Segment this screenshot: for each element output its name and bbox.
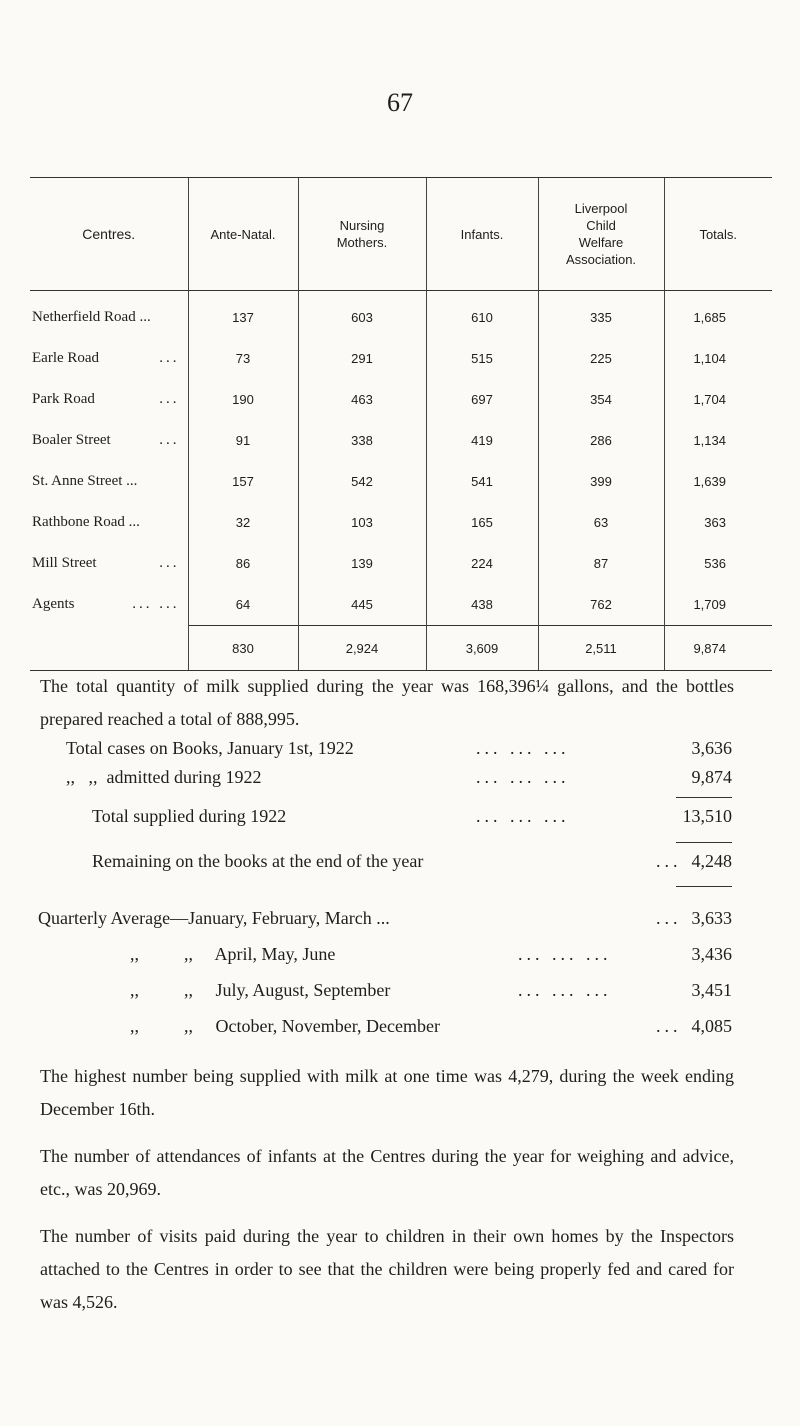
sum-rule-2	[676, 842, 732, 843]
quarterly-averages	[38, 908, 732, 1052]
total-nursing: 2,924	[298, 626, 426, 671]
table-row	[30, 379, 772, 420]
page-number: 67	[387, 88, 413, 117]
header-totals: Totals.	[664, 178, 772, 291]
milk-quantity-paragraph: The total quantity of milk supplied during the year was 168,396¼ gallons, and the bottles prepared reached a total of 888,995.	[40, 676, 734, 729]
cell-infants: 224	[426, 543, 538, 584]
quarterly-value: 3,451	[691, 980, 732, 1000]
total-cases-line: Total cases on Books, January 1st, 1922 ... ... ... 3,636	[66, 738, 732, 758]
quarterly-value: 3,633	[691, 908, 732, 928]
centre-name: St. Anne Street ...	[32, 473, 138, 489]
centre-name: Earle Road ...	[32, 350, 180, 366]
table-row	[30, 461, 772, 502]
centre-name: Netherfield Road ...	[32, 309, 151, 325]
cell-nursing: 542	[298, 461, 426, 502]
total-grand: 9,874	[664, 626, 772, 671]
sum-rule-1	[676, 797, 732, 798]
cell-lcwa: 399	[538, 461, 664, 502]
cell-nursing: 445	[298, 584, 426, 626]
header-ante-natal: Ante-Natal.	[188, 178, 298, 291]
cell-ante: 32	[188, 502, 298, 543]
cell-total: 1,134	[664, 420, 772, 461]
cell-lcwa: 286	[538, 420, 664, 461]
cell-nursing: 463	[298, 379, 426, 420]
cell-infants: 541	[426, 461, 538, 502]
header-lcwa: Liverpool Child Welfare Association.	[538, 178, 664, 291]
cell-total: 1,685	[664, 291, 772, 339]
sum-rule-3	[676, 886, 732, 887]
table-totals-row	[30, 626, 772, 671]
books-summary	[66, 738, 732, 796]
cell-ante: 86	[188, 543, 298, 584]
header-centres: Centres.	[30, 178, 188, 291]
quarterly-line: ,, ,, October, November, December ... 4,085	[130, 1016, 732, 1036]
cell-ante: 157	[188, 461, 298, 502]
table-row	[30, 338, 772, 379]
cell-lcwa: 354	[538, 379, 664, 420]
centre-name: Boaler Street ...	[32, 432, 180, 448]
quarterly-value: 3,436	[691, 944, 732, 964]
cell-infants: 165	[426, 502, 538, 543]
cell-lcwa: 87	[538, 543, 664, 584]
attendances-paragraph: The number of attendances of infants at the Centres during the year for weighing and advice, etc., was 20,969.	[40, 1146, 734, 1199]
quarterly-value: 4,085	[691, 1016, 732, 1036]
milk-distribution-table	[30, 177, 772, 671]
cell-infants: 419	[426, 420, 538, 461]
supplied-block: Total supplied during 1922 ... ... ... 13,510	[92, 806, 732, 826]
visits-paragraph: The number of visits paid during the year to children in their own homes by the Inspectors attached to the Centres in order to see that the children were being properly fed and cared for was 4,526.	[40, 1226, 734, 1312]
admitted-value: 9,874	[691, 767, 732, 787]
remaining-value: 4,248	[691, 851, 732, 871]
table-row	[30, 420, 772, 461]
cell-nursing: 291	[298, 338, 426, 379]
cell-ante: 73	[188, 338, 298, 379]
cell-total: 1,639	[664, 461, 772, 502]
header-infants: Infants.	[426, 178, 538, 291]
centre-name: Rathbone Road ...	[32, 514, 140, 530]
cell-infants: 515	[426, 338, 538, 379]
table-row	[30, 543, 772, 584]
cell-nursing: 338	[298, 420, 426, 461]
cell-lcwa: 762	[538, 584, 664, 626]
total-cases-value: 3,636	[691, 738, 732, 758]
cell-nursing: 139	[298, 543, 426, 584]
cell-total: 1,704	[664, 379, 772, 420]
cell-infants: 610	[426, 291, 538, 339]
quarterly-line: ,, ,, April, May, June ... ... ... 3,436	[130, 944, 732, 964]
highest-number-paragraph: The highest number being supplied with milk at one time was 4,279, during the week ending December 16th.	[40, 1066, 734, 1119]
remaining-label: Remaining on the books at the end of the year	[92, 851, 424, 871]
cell-ante: 64	[188, 584, 298, 626]
total-lcwa: 2,511	[538, 626, 664, 671]
cell-ante: 137	[188, 291, 298, 339]
cell-infants: 438	[426, 584, 538, 626]
centre-name: Mill Street ...	[32, 555, 180, 571]
cell-ante: 190	[188, 379, 298, 420]
table-row	[30, 502, 772, 543]
cell-nursing: 103	[298, 502, 426, 543]
header-nursing-mothers: Nursing Mothers.	[298, 178, 426, 291]
cell-lcwa: 225	[538, 338, 664, 379]
cell-nursing: 603	[298, 291, 426, 339]
supplied-value: 13,510	[682, 806, 732, 826]
quarterly-line: Quarterly Average—January, February, March ... ... 3,633	[38, 908, 732, 928]
cell-total: 536	[664, 543, 772, 584]
table-row	[30, 291, 772, 339]
cell-total: 363	[664, 502, 772, 543]
cell-total: 1,709	[664, 584, 772, 626]
centre-name: Park Road ...	[32, 391, 180, 407]
remaining-block: Remaining on the books at the end of the year ... 4,248	[92, 851, 732, 871]
table-row	[30, 584, 772, 626]
supplied-label: Total supplied during 1922	[92, 806, 287, 826]
total-infants: 3,609	[426, 626, 538, 671]
cell-lcwa: 335	[538, 291, 664, 339]
admitted-line: ,, ,, admitted during 1922 ... ... ... 9,874	[66, 767, 732, 787]
cell-infants: 697	[426, 379, 538, 420]
total-ante: 830	[188, 626, 298, 671]
cell-lcwa: 63	[538, 502, 664, 543]
quarterly-line: ,, ,, July, August, September ... ... ... 3,451	[130, 980, 732, 1000]
cell-total: 1,104	[664, 338, 772, 379]
centre-name: Agents ... ...	[32, 596, 180, 613]
table-header-row	[30, 178, 772, 291]
cell-ante: 91	[188, 420, 298, 461]
